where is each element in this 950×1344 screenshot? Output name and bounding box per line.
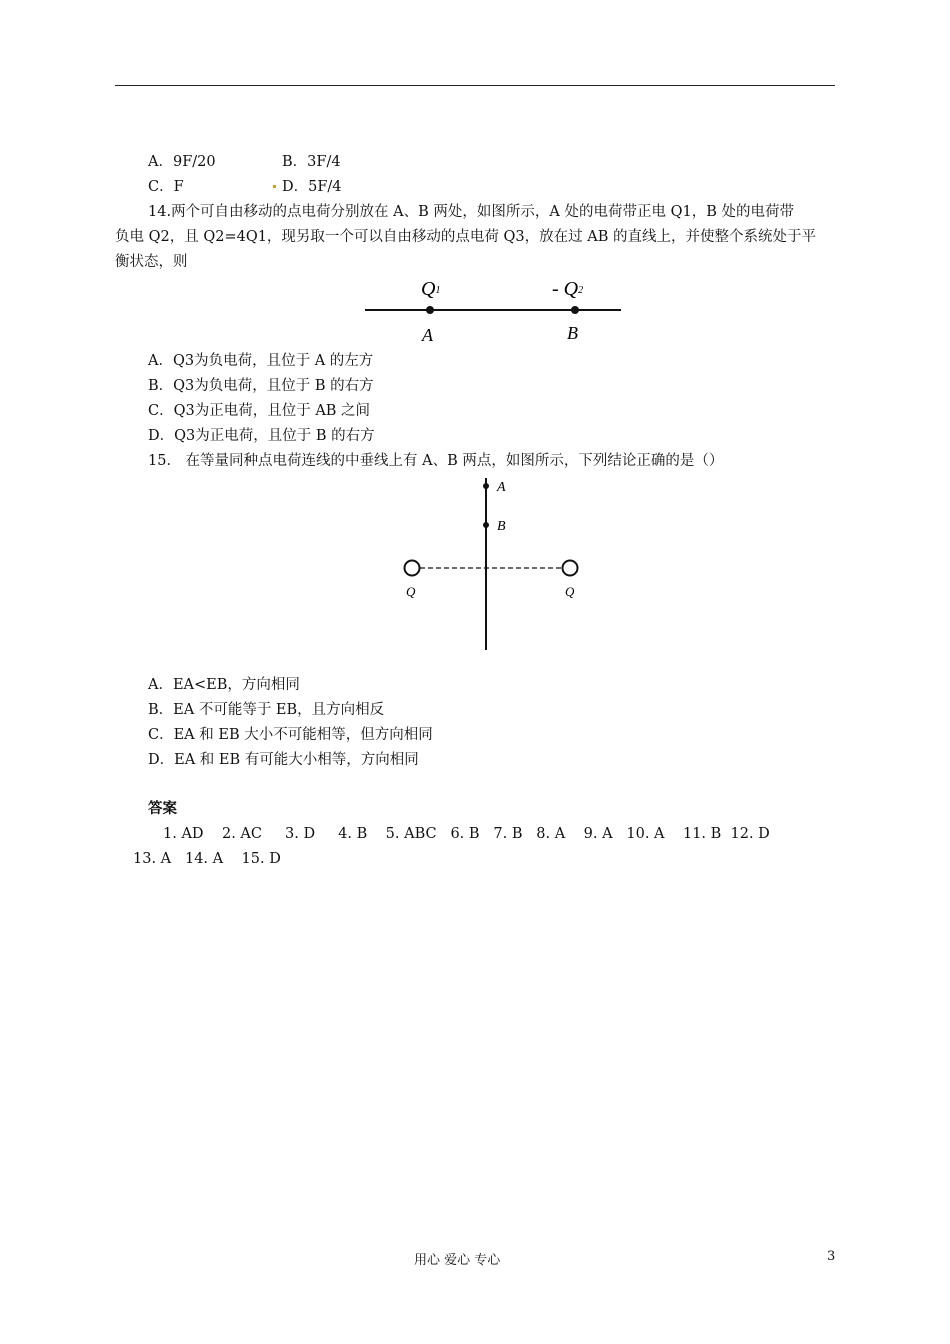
q14-label-q1: Q1 xyxy=(421,278,441,300)
header-rule xyxy=(115,85,835,86)
q15-label-a: A xyxy=(497,480,506,495)
q15-stem: 15． 在等量同种点电荷连线的中垂线上有 A、B 两点，如图所示，下列结论正确的是（） xyxy=(148,453,724,469)
q14-figure xyxy=(355,275,635,347)
q15-point-b xyxy=(483,522,489,528)
q14-text-line1: 两个可自由移动的点电荷分别放在 A、B 两处，如图所示，A 处的电荷带正电 Q1，B 处的电荷带 xyxy=(171,204,794,220)
q14-point-a xyxy=(426,306,434,314)
q14-option-c: C．Q3为正电荷，且位于 AB 之间 xyxy=(148,403,371,419)
q13-option-a: A．9F/20 xyxy=(148,154,216,170)
q15-label-q-left: Q xyxy=(406,584,416,599)
stray-mark xyxy=(273,185,276,188)
q13-option-b: B．3F/4 xyxy=(282,154,341,170)
q14-point-b xyxy=(571,306,579,314)
q15-label-q-right: Q xyxy=(565,584,575,599)
answers-line1: 1. AD 2. AC 3. D 4. B 5. ABC 6. B 7. B 8. A 9. A 10. A 11. B 12. D xyxy=(163,826,770,842)
q15-charge-left xyxy=(405,561,420,576)
q14-stem-line2: 负电 Q2，且 Q2=4Q1，现另取一个可以自由移动的点电荷 Q3，放在过 AB 的直线上，并使整个系统处于平 xyxy=(115,229,816,245)
q15-point-a xyxy=(483,483,489,489)
q15-charge-right xyxy=(563,561,578,576)
q14-label-b: B xyxy=(567,323,578,343)
footer-motto: 用心 爱心 专心 xyxy=(414,1253,501,1268)
q13-option-c: C．F xyxy=(148,179,184,195)
q13-options-row1 xyxy=(148,152,341,172)
q14-label-q2: - Q2 xyxy=(552,278,584,300)
q15-figure xyxy=(395,474,595,654)
answers-line2: 13. A 14. A 15. D xyxy=(133,851,281,867)
q14-option-b: B．Q3为负电荷，且位于 B 的右方 xyxy=(148,378,374,394)
q14-option-d: D．Q3为正电荷，且位于 B 的右方 xyxy=(148,428,375,444)
answers-title: 答案 xyxy=(148,801,177,817)
page-number: 3 xyxy=(827,1249,836,1264)
q13-option-d: D．5F/4 xyxy=(282,179,342,195)
q15-option-b: B．EA 不可能等于 EB，且方向相反 xyxy=(148,702,385,718)
q15-label-b: B xyxy=(497,519,506,534)
q14-label-a: A xyxy=(422,325,433,345)
q14-stem-line3: 衡状态，则 xyxy=(115,254,188,270)
q15-option-d: D．EA 和 EB 有可能大小相等，方向相同 xyxy=(148,752,419,768)
q14-stem-line1 xyxy=(148,202,794,222)
q14-number: 14. xyxy=(148,204,172,220)
q15-option-c: C．EA 和 EB 大小不可能相等，但方向相同 xyxy=(148,727,433,743)
q14-option-a: A．Q3为负电荷，且位于 A 的左方 xyxy=(148,353,374,369)
q15-option-a: A．EA<EB，方向相同 xyxy=(148,677,300,693)
q13-options-row2 xyxy=(148,177,342,197)
